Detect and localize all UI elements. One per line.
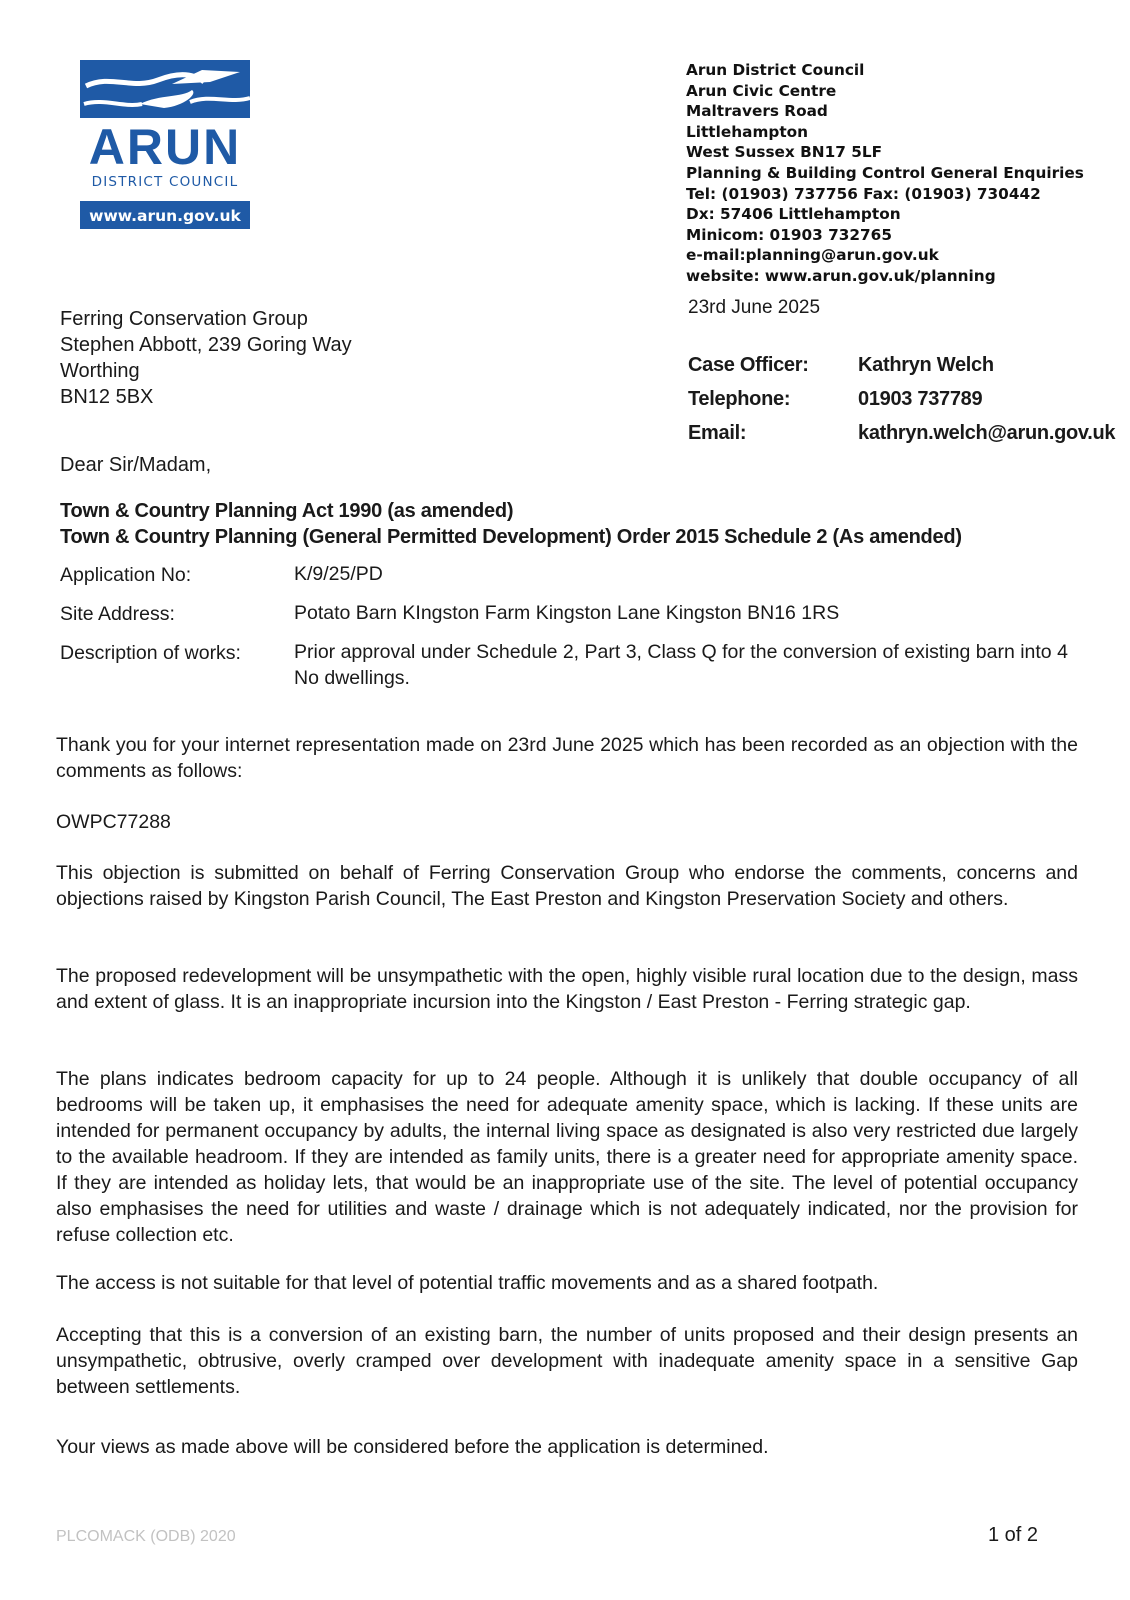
logo-subtitle: DISTRICT COUNCIL: [91, 174, 239, 190]
recipient-line: Stephen Abbott, 239 Goring Way: [60, 334, 352, 356]
objection-paragraph-1: This objection is submitted on behalf of Ferring Conservation Group who endorse the comments, concerns and objections raised by Kingston Parish Council, The East Preston and Kingston Preservation Society and others.: [56, 862, 1078, 910]
page-number: 1 of 2: [988, 1524, 1039, 1546]
application-no-value: K/9/25/PD: [294, 563, 383, 585]
logo-banner: [80, 60, 250, 118]
logo-url: www.arun.gov.uk: [89, 207, 241, 225]
description-value: Prior approval under Schedule 2, Part 3, Class Q for the conversion of existing barn into 4 No dwellings.: [294, 641, 1068, 689]
description-label: Description of works:: [60, 642, 241, 664]
recipient-line: Ferring Conservation Group: [60, 308, 308, 330]
application-no-label: Application No:: [60, 564, 192, 586]
telephone-value: 01903 737789: [858, 388, 983, 410]
order-heading: Town & Country Planning (General Permitted Development) Order 2015 Schedule 2 (As amended): [60, 526, 962, 548]
recipient-line: BN12 5BX: [60, 386, 154, 408]
council-line: e-mail:planning@arun.gov.uk: [686, 246, 939, 265]
council-line: Maltravers Road: [686, 102, 828, 121]
letter-date: 23rd June 2025: [688, 297, 821, 318]
closing-paragraph: Your views as made above will be considered before the application is determined.: [56, 1436, 769, 1458]
act-heading: Town & Country Planning Act 1990 (as amended): [60, 500, 514, 522]
intro-paragraph: Thank you for your internet representation made on 23rd June 2025 which has been recorded as an objection with the comments as follows:: [56, 734, 1078, 782]
objection-paragraph-5: Accepting that this is a conversion of an existing barn, the number of units proposed and their design presents an unsympathetic, obtrusive, overly cramped over development with inadequate amenity space in a sensitive Gap between settlements.: [56, 1324, 1078, 1398]
council-line: Arun District Council: [686, 61, 865, 79]
council-line: Tel: (01903) 737756 Fax: (01903) 730442: [686, 184, 1041, 203]
site-address-value: Potato Barn KIngston Farm Kingston Lane Kingston BN16 1RS: [294, 602, 840, 624]
objection-paragraph-2: The proposed redevelopment will be unsympathetic with the open, highly visible rural location due to the design, mass and extent of glass. It is an inappropriate incursion into the Kingston / East Preston - Ferring strategic gap.: [56, 965, 1078, 1013]
case-officer-label: Case Officer:: [688, 354, 809, 376]
footer-code: PLCOMACK (ODB) 2020: [56, 1528, 236, 1545]
council-line: Littlehampton: [686, 122, 809, 141]
council-line: Arun Civic Centre: [686, 81, 837, 100]
reference-code: OWPC77288: [56, 811, 171, 833]
email-value: kathryn.welch@arun.gov.uk: [858, 422, 1116, 444]
arun-logo: [80, 60, 252, 232]
recipient-address: [60, 306, 352, 410]
objection-paragraph-4: The access is not suitable for that level of potential traffic movements and as a shared footpath.: [56, 1272, 879, 1294]
council-line: Planning & Building Control General Enquiries: [686, 163, 1084, 182]
arun-logo-graphic: [80, 60, 252, 232]
logo-name: ARUN: [88, 119, 242, 175]
council-line: West Sussex BN17 5LF: [686, 143, 883, 162]
objection-paragraph-3: The plans indicates bedroom capacity for up to 24 people. Although it is unlikely that double occupancy of all bedrooms will be taken up, it emphasises the need for adequate amenity space, which is lacking. If these units are intended for permanent occupancy by adults, the internal living space as designated is also very restricted due largely to the available headroom. If they are intended as family units, there is a greater need for appropriate amenity space. If they are intended as holiday lets, that would be an inappropriate use of the site. The level of potential occupancy also emphasises the need for utilities and waste / drainage which is not adequately indicated, nor the provision for refuse collection etc.: [56, 1068, 1078, 1246]
council-line: Dx: 57406 Littlehampton: [686, 205, 901, 224]
case-officer-name: Kathryn Welch: [858, 354, 994, 376]
recipient-line: Worthing: [60, 360, 140, 382]
site-address-label: Site Address:: [60, 603, 175, 625]
council-line: Minicom: 01903 732765: [686, 225, 892, 244]
council-line: website: www.arun.gov.uk/planning: [686, 266, 996, 285]
email-label: Email:: [688, 422, 747, 444]
telephone-label: Telephone:: [688, 388, 791, 410]
salutation: Dear Sir/Madam,: [60, 454, 212, 476]
council-address-block: [686, 60, 1084, 287]
